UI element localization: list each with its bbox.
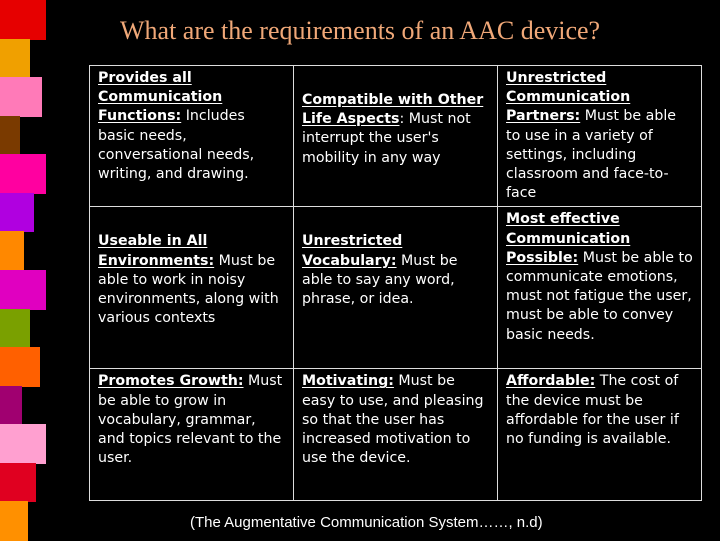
requirement-heading: Motivating: xyxy=(302,373,394,390)
requirement-heading: Unrestricted Vocabulary: xyxy=(302,233,403,269)
requirement-text: Must be able to say any word, phrase, or idea. xyxy=(302,252,458,308)
requirement-cell xyxy=(498,207,702,369)
requirements-table xyxy=(89,65,702,501)
requirement-heading: Promotes Growth: xyxy=(98,373,244,390)
stripe-block xyxy=(0,116,20,156)
requirement-heading: Most effective Communication Possible: xyxy=(506,211,631,266)
stripe-block xyxy=(0,0,46,40)
requirement-text: Must be easy to use, and pleasing so that the user has increased motivation to use the device. xyxy=(302,373,484,467)
requirement-cell xyxy=(294,66,498,207)
stripe-block xyxy=(0,77,42,117)
requirement-heading: Unrestricted Communication Partners: xyxy=(506,70,631,125)
stripe-block xyxy=(0,231,24,271)
stripe-block xyxy=(0,154,46,194)
stripe-block xyxy=(0,309,30,349)
requirement-text: Must be able to communicate emotions, must not fatigue the user, must be able to convey basic needs. xyxy=(506,249,693,343)
requirement-cell xyxy=(294,369,498,501)
stripe-block xyxy=(0,193,34,233)
table-row xyxy=(90,66,702,207)
requirement-heading: Useable in All Environments: xyxy=(98,233,215,269)
requirement-text: The cost of the device must be affordable for the user if no funding is available. xyxy=(506,373,679,448)
requirement-heading: Compatible with Other Life Aspects xyxy=(302,92,484,128)
table-row xyxy=(90,369,702,501)
stripe-block xyxy=(0,386,22,426)
requirement-cell xyxy=(90,369,294,501)
requirement-text: Includes basic needs, conversational needs, writing, and drawing. xyxy=(98,108,255,183)
decorative-color-stripe xyxy=(0,0,46,540)
requirement-cell xyxy=(90,66,294,207)
slide-title: What are the requirements of an AAC device? xyxy=(120,16,601,45)
requirement-cell xyxy=(294,207,498,369)
requirement-cell xyxy=(90,207,294,369)
requirement-text: Must be able to work in noisy environments, along with various contexts xyxy=(98,252,279,327)
stripe-block xyxy=(0,347,40,387)
requirement-text: Must be able to grow in vocabulary, grammar, and topics relevant to the user. xyxy=(98,373,283,467)
requirement-heading: Affordable: xyxy=(506,373,596,390)
table-row xyxy=(90,207,702,369)
requirement-heading: Provides all Communication Functions: xyxy=(98,70,223,125)
stripe-block xyxy=(0,39,30,79)
stripe-block xyxy=(0,501,28,541)
requirement-cell xyxy=(498,66,702,207)
stripe-block xyxy=(0,424,46,464)
stripe-block xyxy=(0,463,36,503)
requirement-text: : Must not interrupt the user's mobility in any way xyxy=(302,111,471,166)
requirement-cell xyxy=(498,369,702,501)
stripe-block xyxy=(0,270,46,310)
requirement-text: Must be able to use in a variety of settings, including classroom and face-to-face xyxy=(506,108,677,202)
citation-text: (The Augmentative Communication System……, n.d) xyxy=(190,514,543,531)
